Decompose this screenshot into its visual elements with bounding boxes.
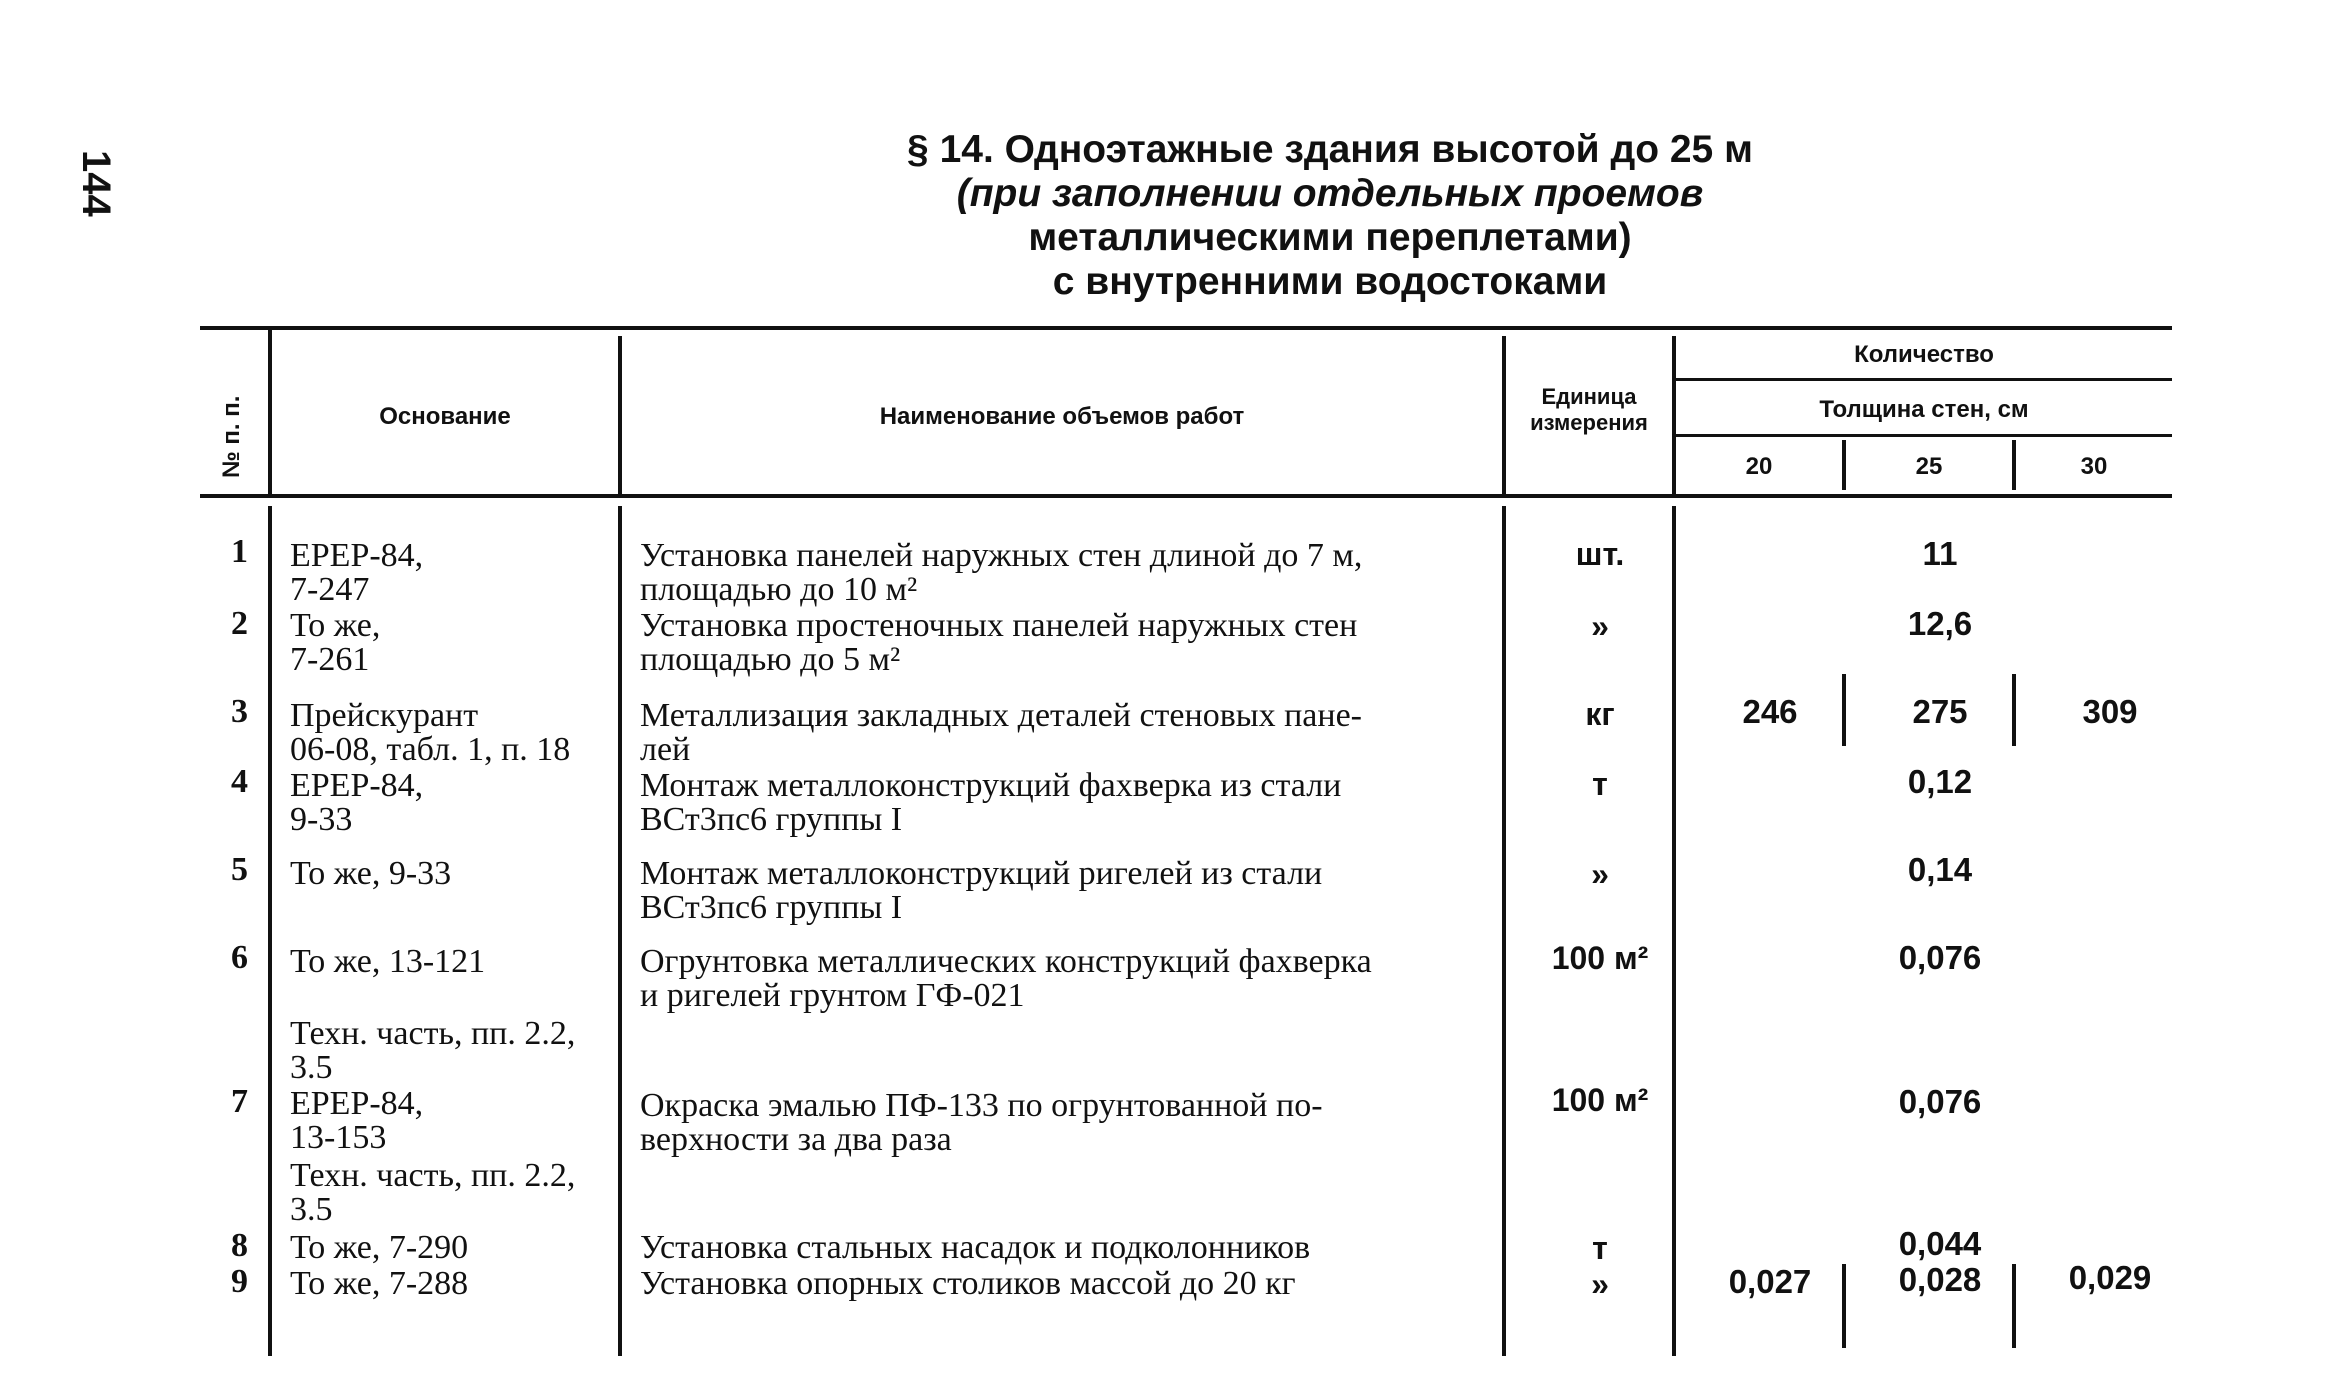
row-7-basis-3: Техн. часть, пп. 2.2, [290,1157,576,1194]
row-7-basis-2: 13-153 [290,1119,387,1156]
header-bottom-rule [200,494,2172,498]
body-vline-3 [1502,506,1506,1356]
row-5-num: 5 [231,851,248,888]
row-6-num: 6 [231,939,248,976]
row-6-work-2: и ригелей грунтом ГФ-021 [640,977,1025,1014]
row-7-basis-1: ЕРЕР-84, [290,1085,424,1122]
row-9-basis-1: То же, 7-288 [290,1265,469,1302]
row-9-num: 9 [231,1263,248,1300]
title-line-4: с внутренними водостоками [1052,260,1608,303]
row-1-basis-1: ЕРЕР-84, [290,537,424,574]
row-8-quantity: 0,044 [1898,1225,1982,1262]
row-9-quantity-25: 0,028 [1898,1261,1982,1298]
row-7-basis-0: Техн. часть, пп. 2.2, [290,1015,576,1052]
header-work: Наименование объемов работ [879,403,1245,430]
row-3-unit: кг [1585,696,1615,732]
body-vline-1 [268,506,272,1356]
quantity-rule [1676,378,2172,381]
page-number: 144 [74,150,118,217]
row-8-basis-1: То же, 7-290 [290,1229,469,1266]
wall-rule [1676,434,2172,437]
title-line-2: (при заполнении отдельных проемов [956,172,1704,215]
header-wall-thickness: Толщина стен, см [1819,396,2029,423]
row-4-quantity: 0,12 [1907,763,1973,800]
header-unit-line-1: Единица [1541,384,1637,409]
row-1-work-2: площадью до 10 м² [640,571,918,608]
title-line-3: металлическими переплетами) [1028,216,1632,259]
row-6-work-1: Огрунтовка металлических конструкций фахверка [640,943,1372,980]
row-1-num: 1 [231,533,248,570]
title-line-1: § 14. Одноэтажные здания высотой до 25 м [907,128,1753,171]
row-9-quantity-30: 0,029 [2068,1259,2152,1296]
row-3-quantity-30: 309 [2082,693,2138,730]
row-3-basis-2: 06-08, табл. 1, п. 18 [290,731,571,768]
row-6-quantity: 0,076 [1898,939,1982,976]
row-4-basis-1: ЕРЕР-84, [290,767,424,804]
row-4-num: 4 [231,763,248,800]
row-8-unit: т [1592,1230,1608,1266]
row-3-work-2: лей [640,731,691,768]
row-5-basis-1: То же, 9-33 [290,855,452,892]
header-unit-line-2: измерения [1530,410,1648,435]
row-7-num: 7 [231,1083,248,1120]
header-thickness-25: 25 [1915,453,1943,480]
row-4-work-1: Монтаж металлоконструкций фахверка из стали [640,767,1342,804]
table-top-rule [200,326,2172,330]
row-6-unit: 100 м² [1551,940,1649,976]
row-7-basis-0b: 3.5 [290,1049,333,1086]
row-2-basis-1: То же, [290,607,381,644]
row-1-work-1: Установка панелей наружных стен длиной до 7 м, [640,537,1363,574]
row-2-unit: » [1591,608,1609,644]
page-title [620,128,2040,304]
row-7-work-2: верхности за два раза [640,1121,952,1158]
row-3-num: 3 [231,693,248,730]
row-9-quantity-20: 0,027 [1728,1263,1812,1300]
row-5-unit: » [1591,856,1609,892]
row-1-quantity: 11 [1922,535,1958,572]
header-basis: Основание [379,403,511,430]
row-9-unit: » [1591,1266,1609,1302]
row-8-work-1: Установка стальных насадок и подколонников [640,1229,1311,1266]
header-unit [1506,384,1672,436]
row-5-work-1: Монтаж металлоконструкций ригелей из стали [640,855,1323,892]
row-5-quantity: 0,14 [1907,851,1973,888]
row-3-quantity-25: 275 [1912,693,1968,730]
row-7-unit: 100 м² [1551,1082,1649,1118]
row-7-work-1: Окраска эмалью ПФ-133 по огрунтованной по- [640,1087,1323,1124]
row-2-quantity: 12,6 [1907,605,1973,642]
row-7-quantity: 0,076 [1898,1083,1982,1120]
row-3-quantity-20: 246 [1742,693,1798,730]
row-4-unit: т [1592,766,1608,802]
row-4-basis-2: 9-33 [290,801,353,838]
row-2-num: 2 [231,605,248,642]
row-3-basis-1: Прейскурант [290,697,479,734]
row-2-basis-2: 7-261 [290,641,370,678]
row-6-basis-1: То же, 13-121 [290,943,486,980]
row-2-work-2: площадью до 5 м² [640,641,901,678]
row-1-unit: шт. [1575,536,1625,572]
header-thickness-30: 30 [2080,453,2108,480]
row-3-work-1: Металлизация закладных деталей стеновых пане- [640,697,1362,734]
row-9-work-1: Установка опорных столиков массой до 20 кг [640,1265,1296,1302]
row-2-work-1: Установка простеночных панелей наружных стен [640,607,1358,644]
row-8-num: 8 [231,1227,248,1264]
row-1-basis-2: 7-247 [290,571,370,608]
row-7-basis-4: 3.5 [290,1191,333,1228]
header-thickness-20: 20 [1745,453,1773,480]
row-5-work-2: ВСт3пс6 группы I [640,889,903,926]
row-4-work-2: ВСт3пс6 группы I [640,801,903,838]
header-quantity: Количество [1854,341,1994,368]
header-num: № п. п. [218,395,245,478]
